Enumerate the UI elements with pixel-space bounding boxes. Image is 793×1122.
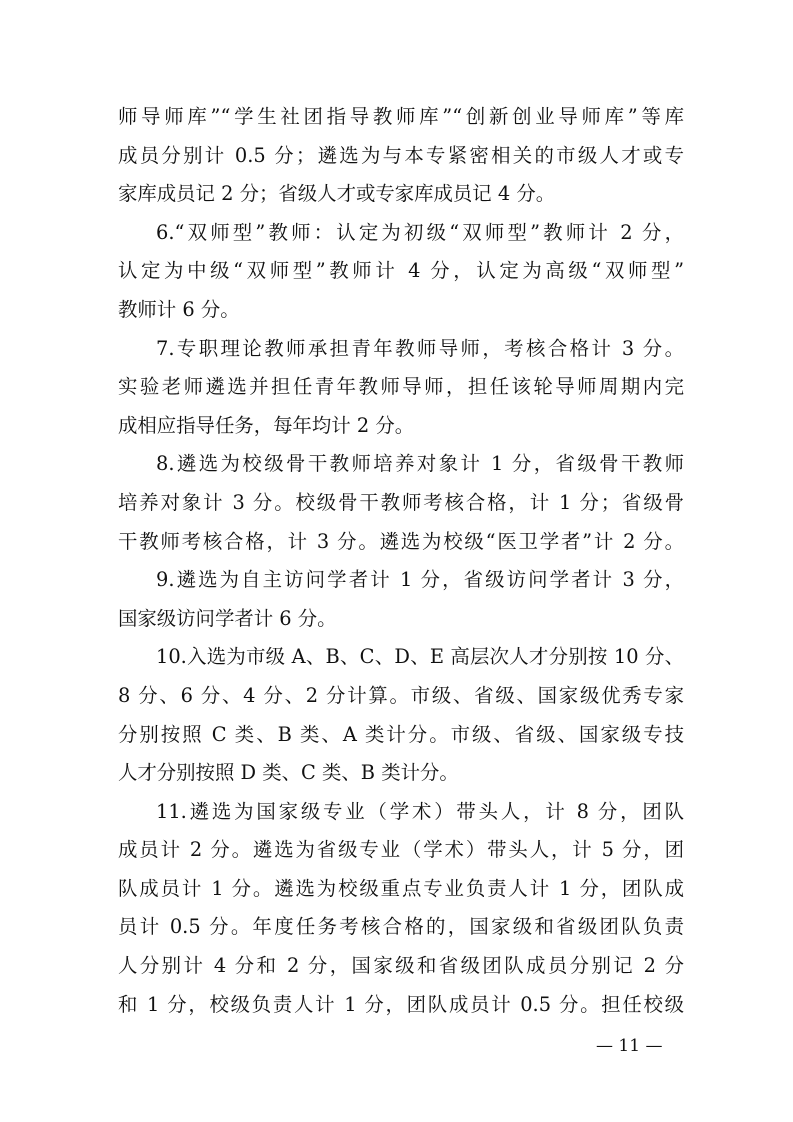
text-line: 分别按照 C 类、B 类、A 类计分。市级、省级、国家级专技 [118,722,684,746]
text-line: 成员分别计 0.5 分；遴选为与本专紧密相关的市级人才或专 [118,143,684,167]
text-line: 和 1 分，校级负责人计 1 分，团队成员计 0.5 分。担任校级 [118,992,684,1016]
text-line: 认定为中级“双师型”教师计 4 分，认定为高级“双师型” [118,259,684,283]
text-line: 国家级访问学者计 6 分。 [118,606,337,630]
text-line: 家库成员记 2 分；省级人才或专家库成员记 4 分。 [118,182,556,206]
text-line: 8 分、6 分、4 分、2 分计算。市级、省级、国家级优秀专家 [118,683,684,707]
page-number: — 11 — [596,1036,663,1056]
text-line: 教师计 6 分。 [118,297,240,321]
text-line: 9.遴选为自主访问学者计 1 分，省级访问学者计 3 分， [156,568,684,592]
text-line: 成员计 2 分。遴选为省级专业（学术）带头人，计 5 分，团 [118,838,684,862]
text-line: 人分别计 4 分和 2 分，国家级和省级团队成员分别记 2 分 [118,954,684,978]
text-line: 实验老师遴选并担任青年教师导师，担任该轮导师周期内完 [118,375,684,399]
text-line: 师导师库”“学生社团指导教师库”“创新创业导师库”等库 [118,105,684,128]
text-line: 成相应指导任务，每年均计 2 分。 [118,413,415,437]
text-line: 培养对象计 3 分。校级骨干教师考核合格，计 1 分；省级骨 [118,490,684,514]
text-line: 干教师考核合格，计 3 分。遴选为校级“医卫学者”计 2 分。 [118,529,684,553]
text-line: 员计 0.5 分。年度任务考核合格的，国家级和省级团队负责 [118,915,684,939]
text-line: 11.遴选为国家级专业（学术）带头人，计 8 分，团队 [156,799,684,823]
document-body [118,98,684,1024]
text-line: 人才分别按照 D 类、C 类、B 类计分。 [118,761,459,785]
text-line: 8.遴选为校级骨干教师培养对象计 1 分，省级骨干教师 [156,452,684,476]
text-line: 10.入选为市级 A、B、C、D、E 高层次人才分别按 10 分、 [156,645,684,669]
text-line: 6.“双师型”教师：认定为初级“双师型”教师计 2 分， [156,220,684,244]
text-line: 7.专职理论教师承担青年教师导师，考核合格计 3 分。 [156,336,684,360]
text-line: 队成员计 1 分。遴选为校级重点专业负责人计 1 分，团队成 [118,876,684,900]
